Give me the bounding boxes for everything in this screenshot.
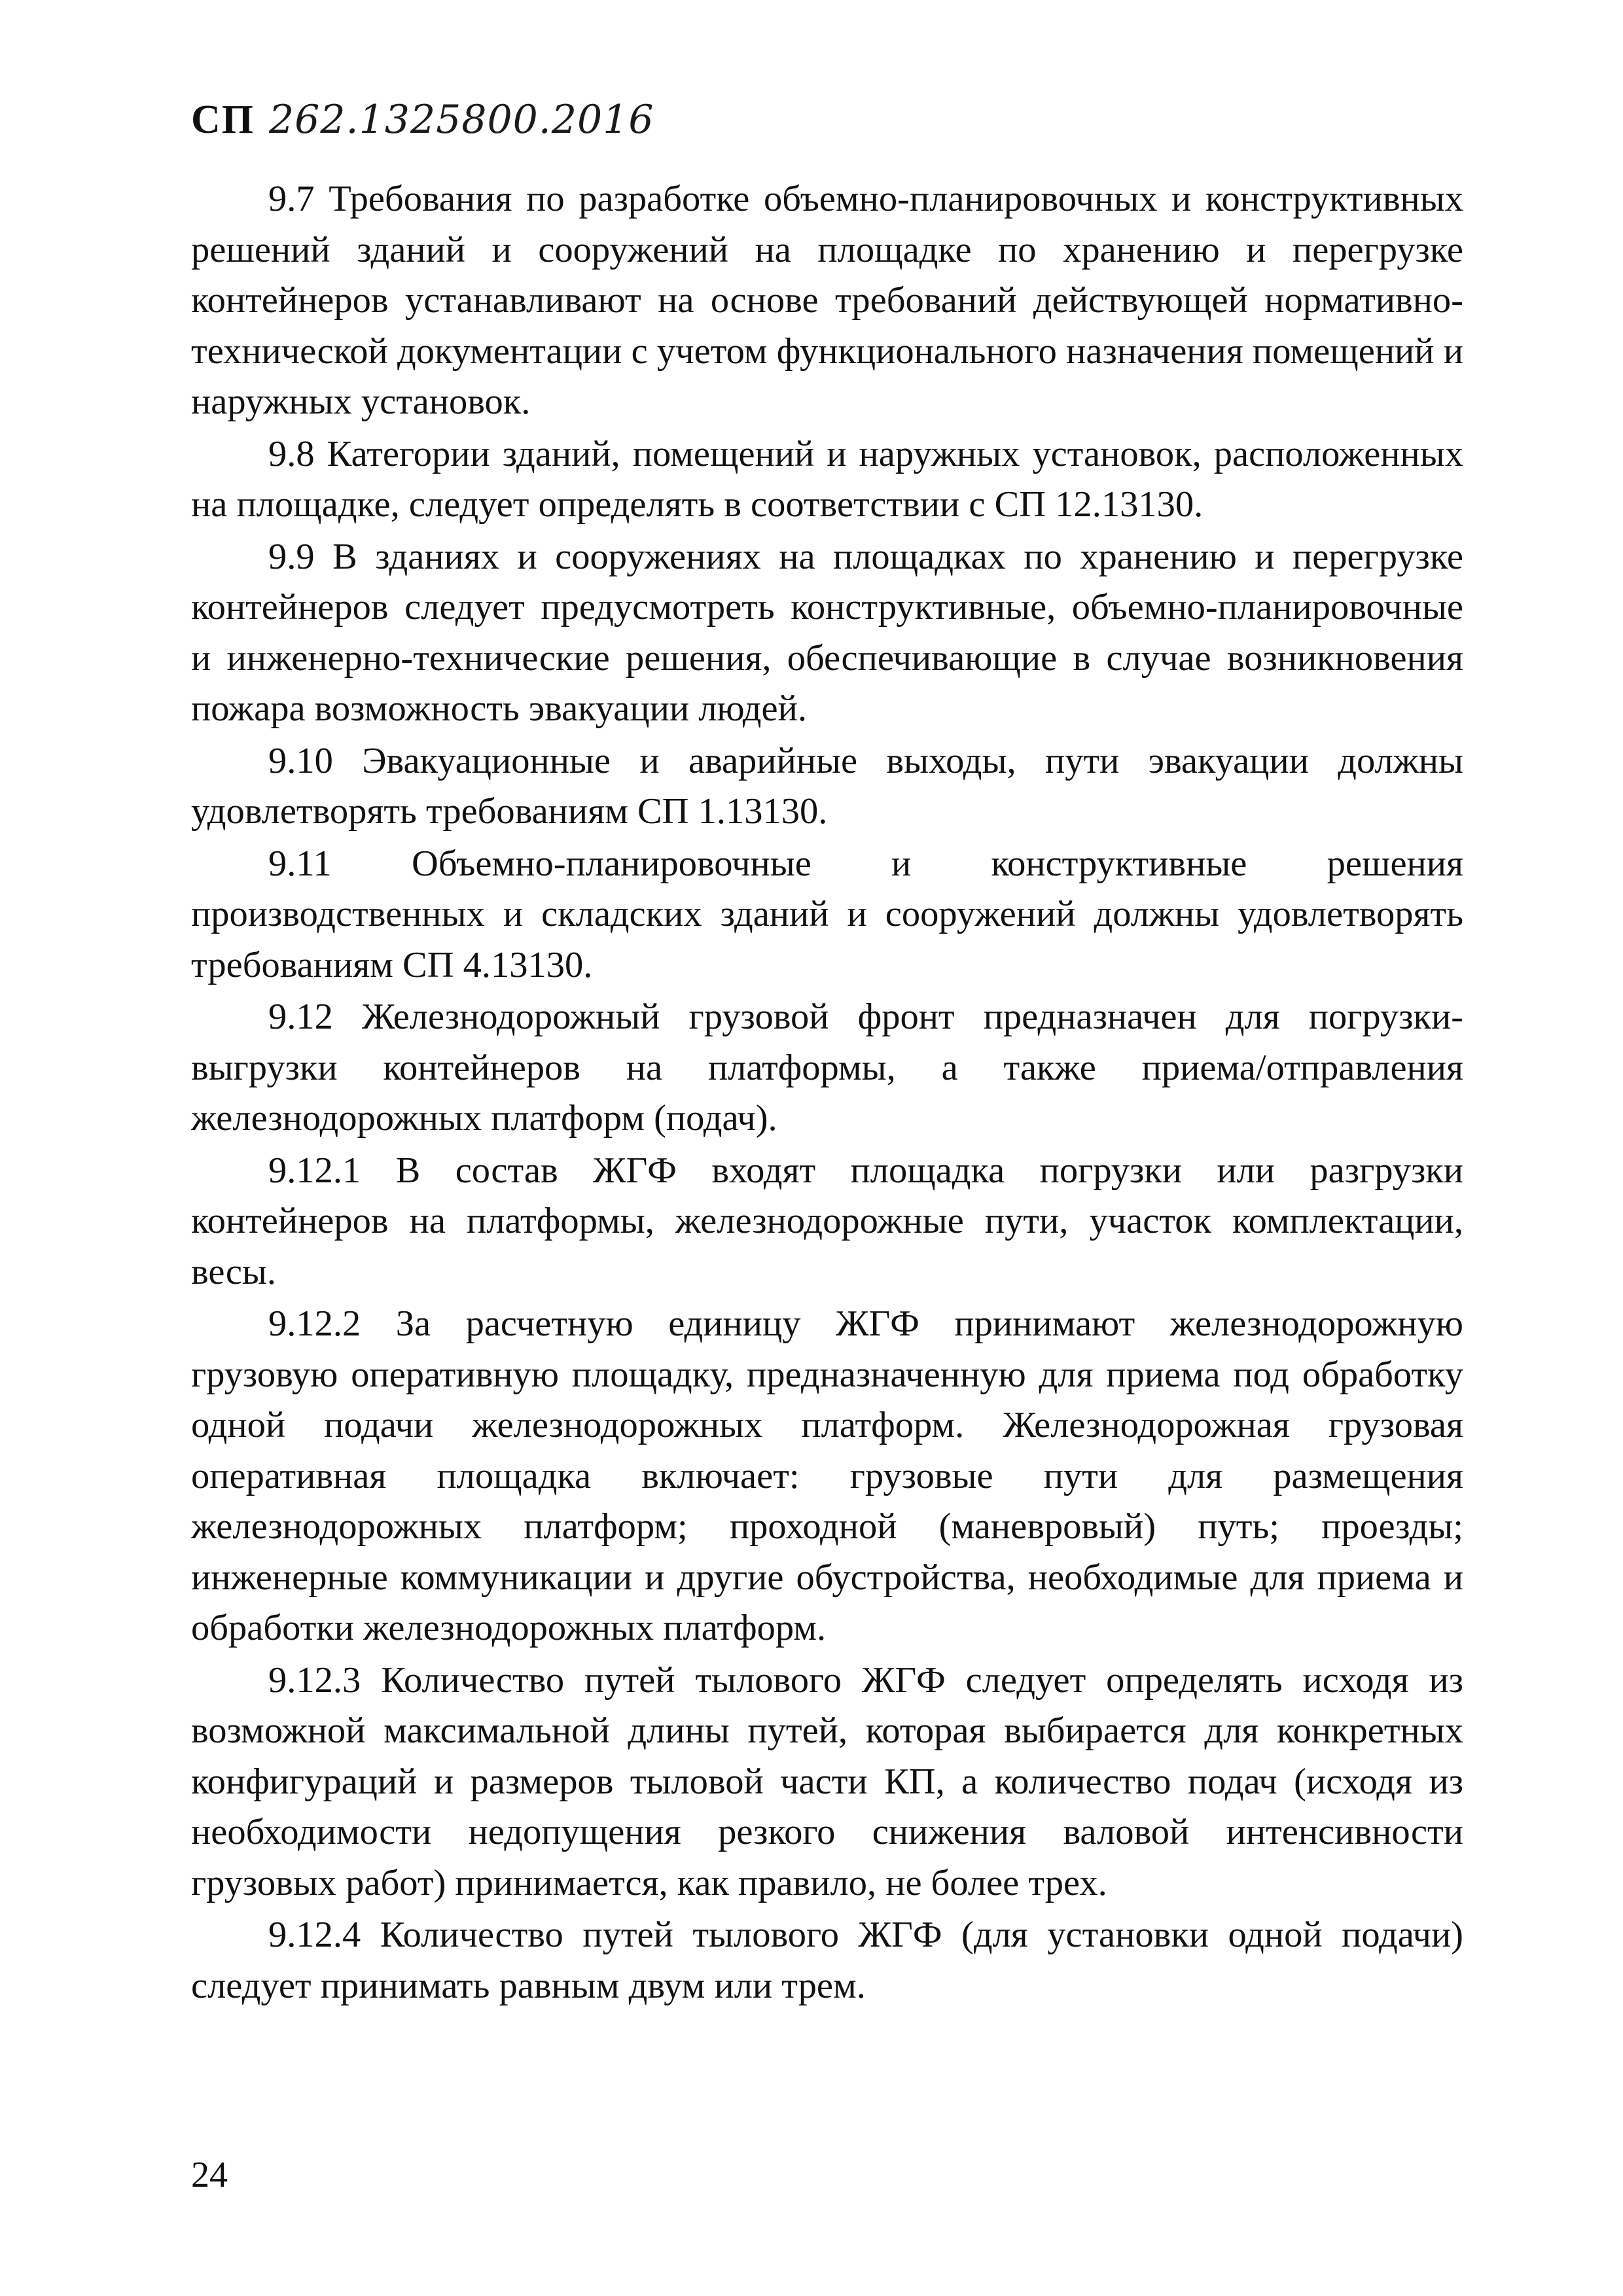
paragraph-9-7: 9.7 Требования по разработке объемно-планировочных и конструктивных решений зданий и сооружений на площадке по хранению и перегрузке контейнеров устанавливают на основе требований действующей нормативно-технической документации с учетом функционального назначения помещений и наружных установок. (191, 179, 1463, 422)
paragraph-9-12-2: 9.12.2 За расчетную единицу ЖГФ принимают железнодорожную грузовую оперативную площадку, предназначенную для приема под обработку одной подачи железнодорожных платформ. Железнодорожная грузовая оперативная площадка включает: грузовые пути для размещения железнодорожных платформ; проходной (маневровый) путь; проезды; инженерные коммуникации и другие обустройства, необходимые для приема и обработки железнодорожных платформ. (191, 1303, 1463, 1648)
paragraph-9-12-4: 9.12.4 Количество путей тылового ЖГФ (для установки одной подачи) следует принимать равным двум или трем. (191, 1915, 1463, 2006)
paragraph-9-11: 9.11 Объемно-планировочные и конструктивные решения производственных и складских зданий и сооружений должны удовлетворять требованиям СП 4.13130. (191, 843, 1463, 985)
paragraph-9-8: 9.8 Категории зданий, помещений и наружных установок, расположенных на площадке, следует определять в соответствии с СП 12.13130. (191, 433, 1463, 525)
paragraph-9-12-3: 9.12.3 Количество путей тылового ЖГФ следует определять исходя из возможной максимальной длины путей, которая выбирается для конкретных конфигураций и размеров тыловой части КП, а количество подач (исходя из необходимости недопущения резкого снижения валовой интенсивности грузовых работ) принимается, как правило, не более трех. (191, 1659, 1463, 1903)
paragraph-9-12: 9.12 Железнодорожный грузовой фронт предназначен для погрузки-выгрузки контейнеров на платформы, а также приема/отправления железнодорожных платформ (подач). (191, 997, 1463, 1139)
paragraph-9-12-1: 9.12.1 В состав ЖГФ входят площадка погрузки или разгрузки контейнеров на платформы, железнодорожные пути, участок комплектации, весы. (191, 1150, 1463, 1292)
standard-prefix: СП (191, 97, 255, 142)
document-body (191, 174, 1463, 2013)
paragraph-9-10: 9.10 Эвакуационные и аварийные выходы, пути эвакуации должны удовлетворять требованиям СП 1.13130. (191, 740, 1463, 832)
handwritten-standard-code: 262.1325800.2016 (269, 97, 654, 143)
paragraph-9-9: 9.9 В зданиях и сооружениях на площадках по хранению и перегрузке контейнеров следует предусмотреть конструктивные, объемно-планировочные и инженерно-технические решения, обеспечивающие в случае возникновения пожара возможность эвакуации людей. (191, 536, 1463, 729)
page-number: 24 (191, 2155, 228, 2195)
document-header (191, 84, 654, 156)
